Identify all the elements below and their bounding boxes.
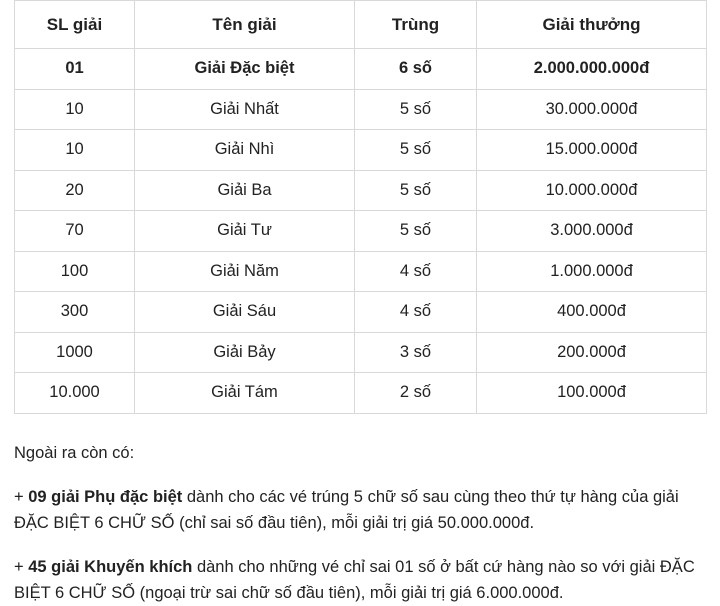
cell-prize: 2.000.000.000đ (477, 49, 707, 90)
cell-prize: 30.000.000đ (477, 89, 707, 130)
cell-name: Giải Nhì (135, 130, 355, 171)
cell-name: Giải Bảy (135, 332, 355, 373)
cell-match: 4 số (355, 251, 477, 292)
table-row (15, 89, 707, 130)
cell-count: 70 (15, 211, 135, 252)
cell-count: 300 (15, 292, 135, 333)
cell-prize: 3.000.000đ (477, 211, 707, 252)
cell-prize: 400.000đ (477, 292, 707, 333)
cell-match: 3 số (355, 332, 477, 373)
cell-name: Giải Năm (135, 251, 355, 292)
cell-prize: 100.000đ (477, 373, 707, 414)
table-row (15, 332, 707, 373)
table-row (15, 211, 707, 252)
note2-rest: dành cho những vé chỉ sai 01 số ở bất cứ hàng nào so với giải ĐẶC BIỆT 6 CHỮ SỐ (ngoại trừ sai chữ số đầu tiên), mỗi giải trị giá 6.000.000đ. (14, 557, 695, 602)
cell-match: 5 số (355, 130, 477, 171)
cell-match: 5 số (355, 89, 477, 130)
table-row (15, 292, 707, 333)
cell-name: Giải Đặc biệt (135, 49, 355, 90)
cell-name: Giải Sáu (135, 292, 355, 333)
cell-count: 100 (15, 251, 135, 292)
note-consolation-prize (14, 554, 706, 606)
cell-count: 10 (15, 89, 135, 130)
cell-match: 6 số (355, 49, 477, 90)
note2-bold: 45 giải Khuyến khích (28, 557, 193, 576)
notes-intro: Ngoài ra còn có: (14, 443, 135, 462)
cell-count: 20 (15, 170, 135, 211)
cell-name: Giải Tư (135, 211, 355, 252)
cell-prize: 200.000đ (477, 332, 707, 373)
cell-match: 4 số (355, 292, 477, 333)
table-row (15, 373, 707, 414)
note2-prefix: + (14, 557, 29, 576)
cell-prize: 1.000.000đ (477, 251, 707, 292)
table-row (15, 251, 707, 292)
notes-section (0, 414, 720, 606)
table-body (15, 49, 707, 414)
cell-count: 10 (15, 130, 135, 171)
cell-prize: 10.000.000đ (477, 170, 707, 211)
table-header (15, 1, 707, 49)
column-header-prize: Giải thưởng (477, 1, 707, 49)
cell-count: 1000 (15, 332, 135, 373)
note1-rest: dành cho các vé trúng 5 chữ số sau cùng theo thứ tự hàng của giải ĐẶC BIỆT 6 CHỮ SỐ (chỉ sai số đầu tiên), mỗi giải trị giá 50.000.000đ. (14, 487, 679, 532)
column-header-match: Trùng (355, 1, 477, 49)
note1-bold: 09 giải Phụ đặc biệt (28, 487, 183, 506)
cell-name: Giải Ba (135, 170, 355, 211)
note-special-sub-prize (14, 484, 706, 536)
cell-prize: 15.000.000đ (477, 130, 707, 171)
cell-name: Giải Tám (135, 373, 355, 414)
cell-name: Giải Nhất (135, 89, 355, 130)
table-row (15, 130, 707, 171)
cell-match: 5 số (355, 211, 477, 252)
table-row (15, 170, 707, 211)
prize-table (14, 0, 707, 414)
cell-count: 10.000 (15, 373, 135, 414)
column-header-name: Tên giải (135, 1, 355, 49)
table-row (15, 49, 707, 90)
cell-match: 5 số (355, 170, 477, 211)
cell-count: 01 (15, 49, 135, 90)
note1-prefix: + (14, 487, 29, 506)
column-header-count: SL giải (15, 1, 135, 49)
cell-match: 2 số (355, 373, 477, 414)
table-header-row (15, 1, 707, 49)
